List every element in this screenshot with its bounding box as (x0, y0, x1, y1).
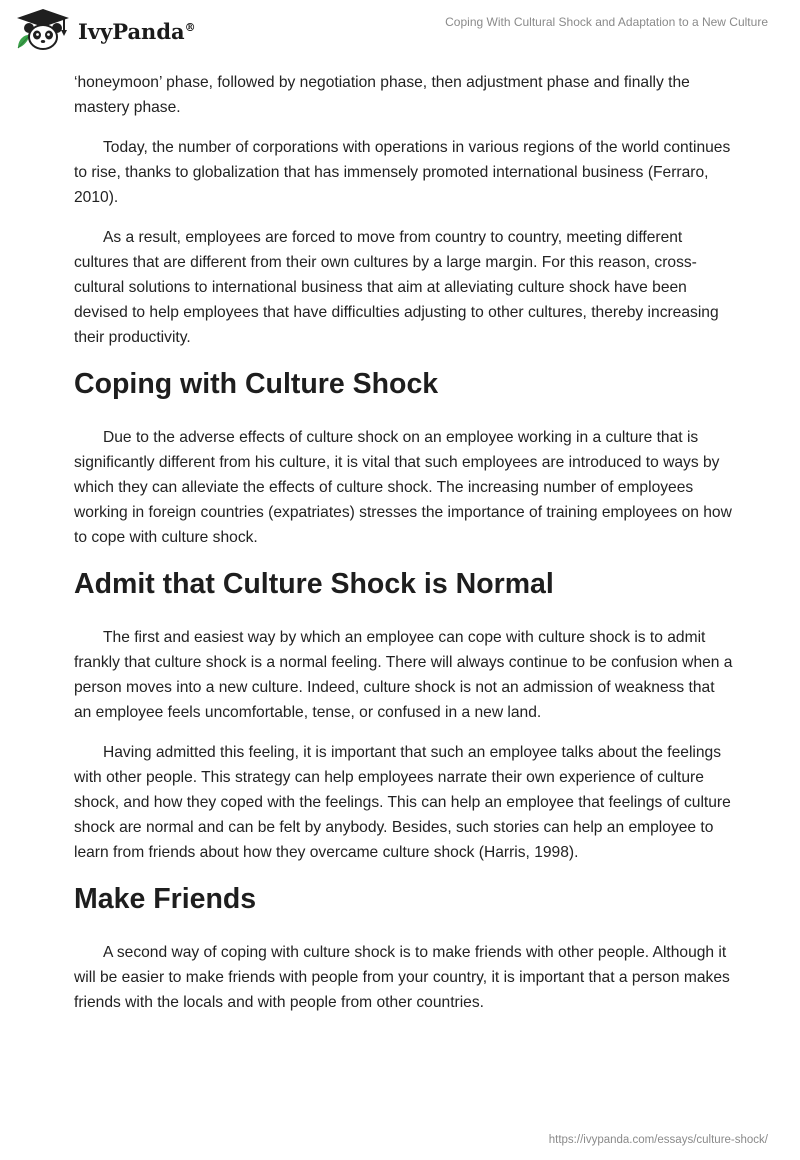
source-url-link[interactable]: https://ivypanda.com/essays/culture-shock/ (548, 1134, 768, 1146)
section-heading: Make Friends (74, 883, 257, 915)
essay-body (74, 70, 734, 1030)
brand-logo[interactable] (14, 8, 196, 52)
page-header (0, 0, 800, 60)
paragraph: Today, the number of corporations with operations in various regions of the world continues to rise, thanks to globalization that has immensely promoted international business (Ferraro, 2010). (74, 139, 731, 206)
panda-logo-icon (14, 8, 72, 52)
paragraph: A second way of coping with culture shock is to make friends with other people. Although it will be easier to make friends with people from your country, it is important that a person makes friends with the locals and with people from other countries. (74, 944, 730, 1011)
paragraph: Due to the adverse effects of culture shock on an employee working in a culture that is significantly different from his culture, it is vital that such employees are introduced to ways by which they can alleviate the effects of culture shock. The increasing number of employees working in foreign countries (expatriates) stresses the importance of training employees on how to cope with culture shock. (74, 429, 732, 546)
paragraph: Having admitted this feeling, it is important that such an employee talks about the feelings with other people. This strategy can help employees narrate their own experience of culture shock, and how they coped with the feelings. This can help an employee that feelings of culture shock are normal and can be felt by anybody. Besides, such stories can help an employee to learn from friends about how they overcame culture shock (Harris, 1998). (74, 744, 731, 861)
paragraph: As a result, employees are forced to move from country to country, meeting different cultures that are different from their own cultures by a large margin. For this reason, cross-cultural solutions to international business that aim at alleviating culture shock have been devised to help employees that have difficulties adjusting to other cultures, thereby increasing their productivity. (74, 229, 719, 346)
brand-name: IvyPanda® (78, 18, 196, 44)
paragraph: The first and easiest way by which an employee can cope with culture shock is to admit frankly that culture shock is a normal feeling. There will always continue to be confusion when a person moves into a new culture. Indeed, culture shock is not an admission of weakness that an employee feels uncomfortable, tense, or confused in a new land. (74, 629, 733, 721)
section-heading: Admit that Culture Shock is Normal (74, 568, 554, 600)
section-heading: Coping with Culture Shock (74, 368, 439, 400)
paragraph: ‘honeymoon’ phase, followed by negotiation phase, then adjustment phase and finally the mastery phase. (74, 74, 690, 116)
document-title: Coping With Cultural Shock and Adaptation to a New Culture (445, 15, 768, 29)
